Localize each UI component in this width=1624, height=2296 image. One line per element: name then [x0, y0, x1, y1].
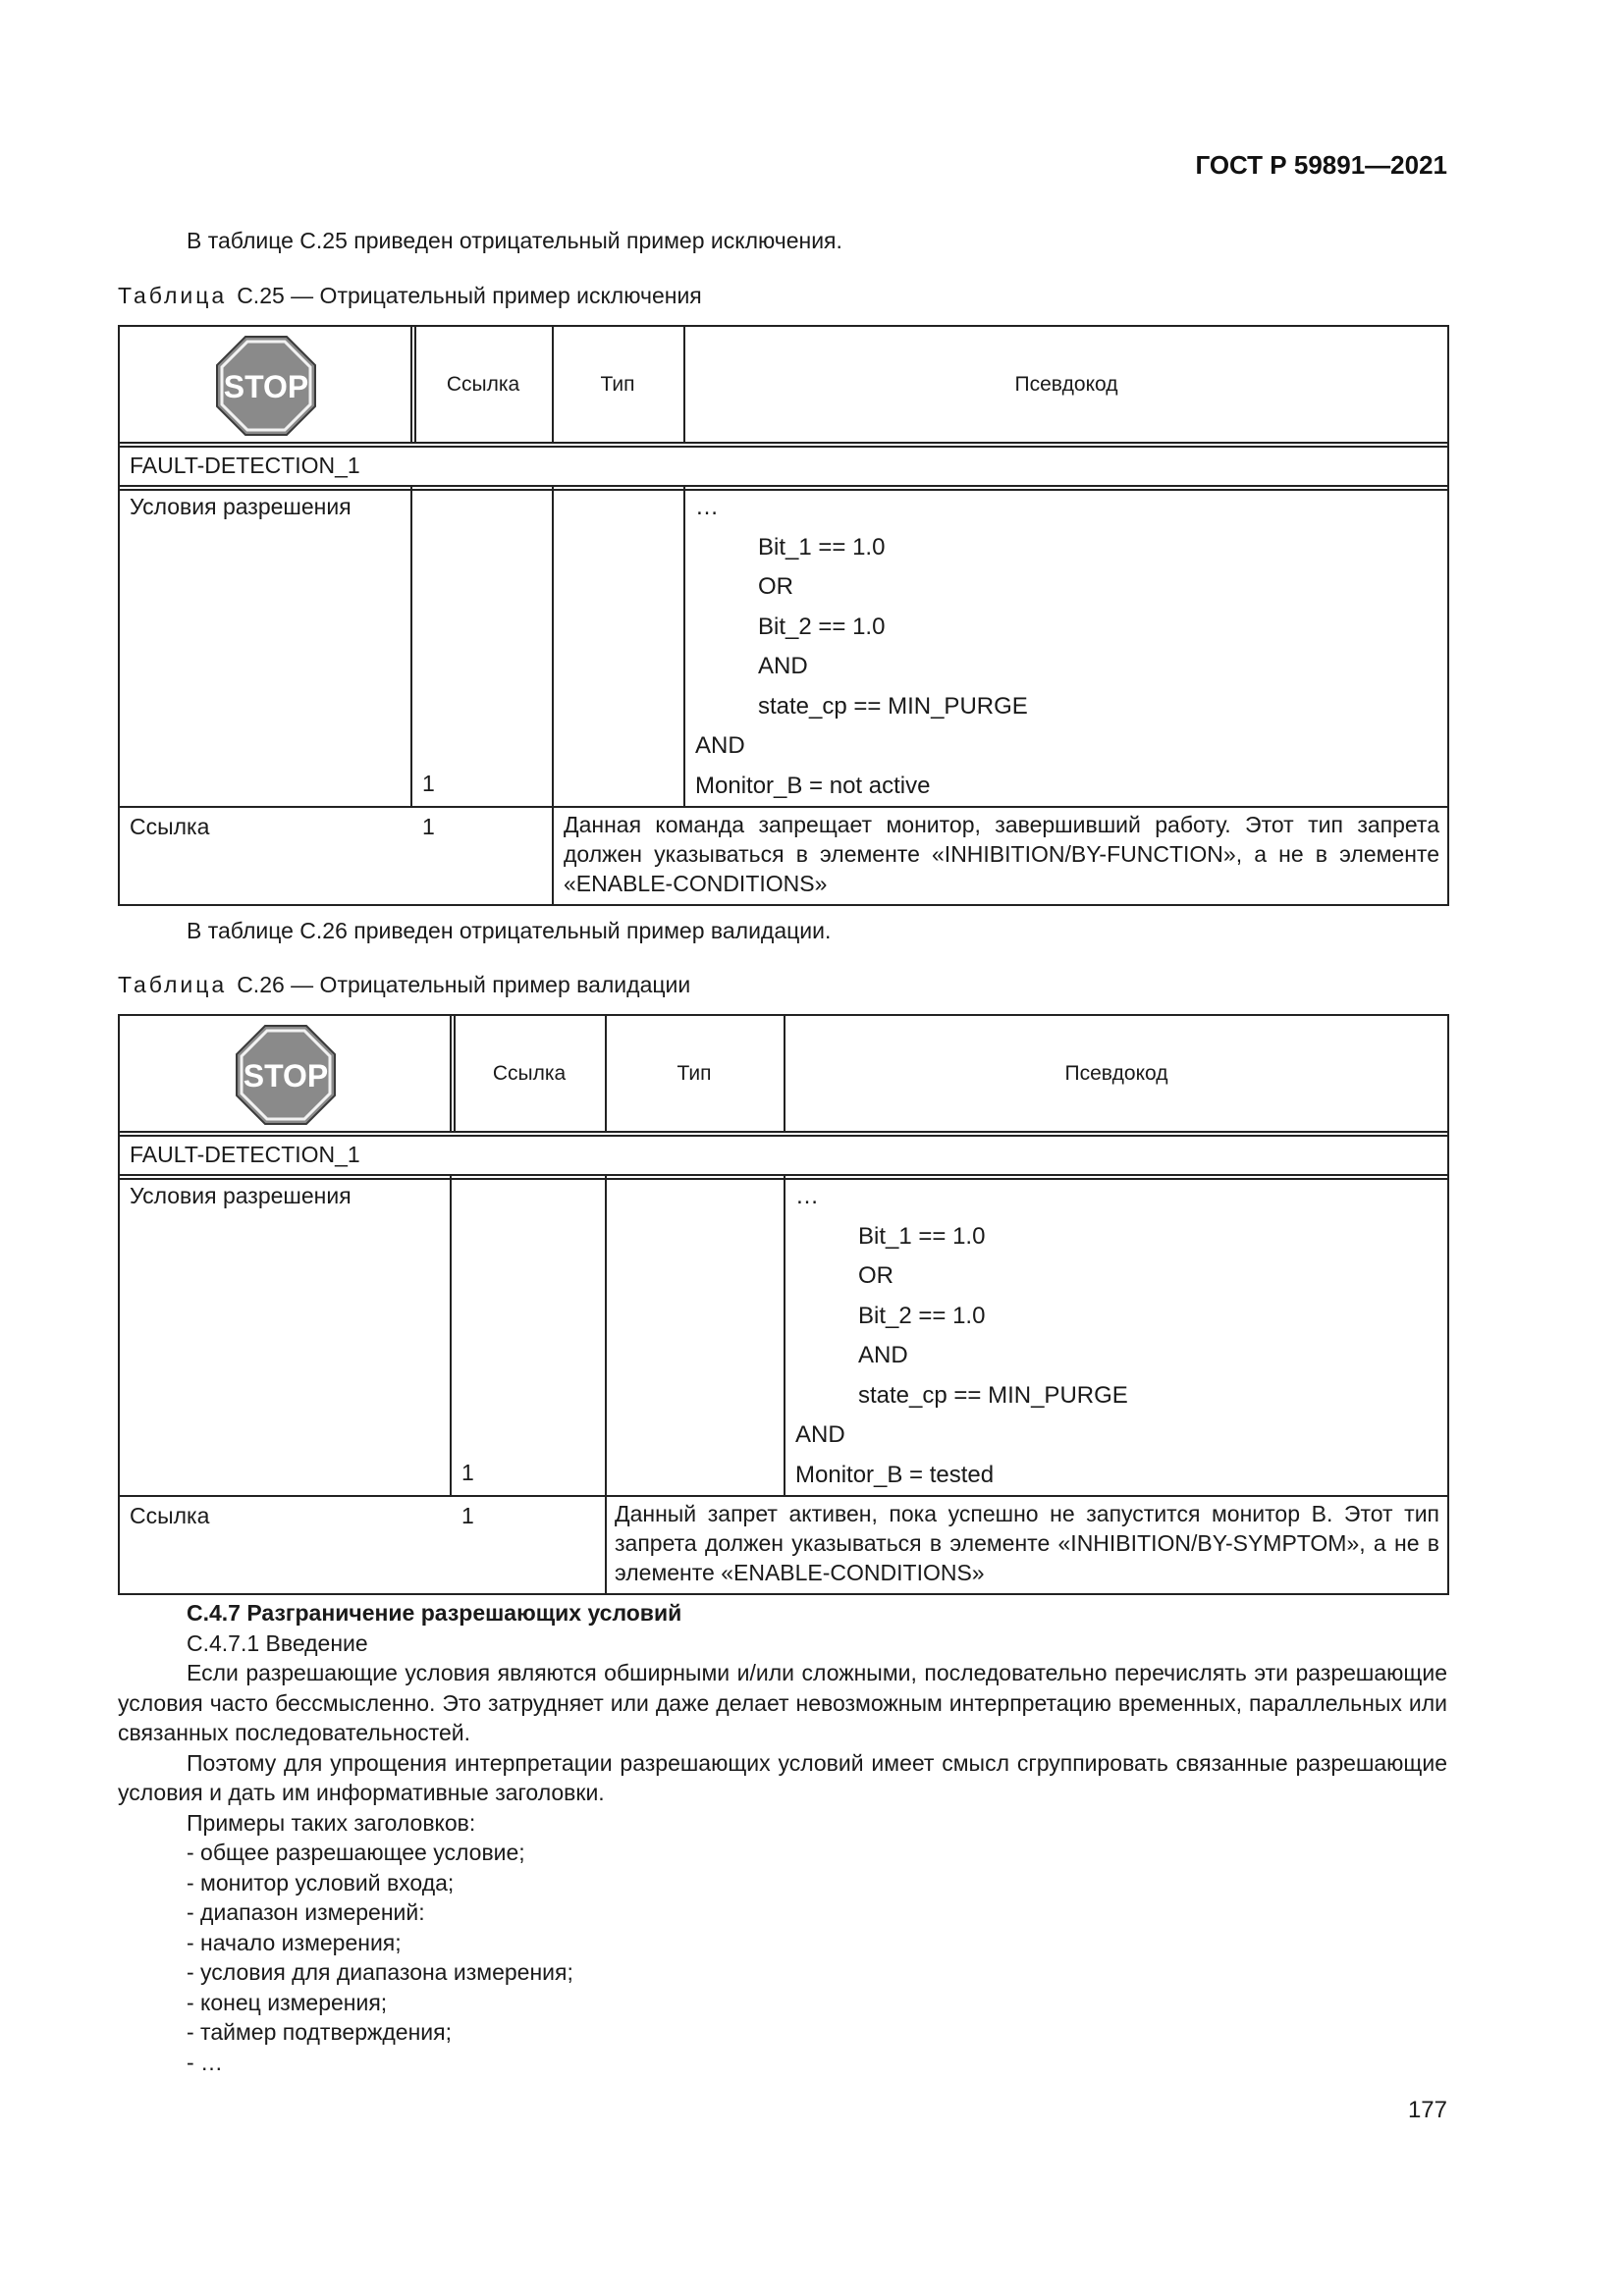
- code-line: Bit_2 == 1.0: [758, 613, 886, 640]
- document-header: ГОСТ Р 59891—2021: [1195, 150, 1447, 180]
- stop-sign-icon: [235, 1024, 337, 1131]
- code-line: Monitor_B = not active: [695, 772, 931, 799]
- stop-sign-icon: [215, 335, 317, 442]
- row-description: Данный запрет активен, пока успешно не запустится монитор B. Этот тип запрета должен указываться в элементе «INHIBITION/BY-SYMPTOM», а не в элементе «ENABLE-CONDITIONS»: [615, 1501, 1439, 1585]
- code-line: Monitor_B = tested: [795, 1461, 995, 1488]
- table-c26: [118, 1014, 1449, 1595]
- header-pseudocode: Псевдокод: [1064, 1062, 1168, 1085]
- section-body: [118, 1598, 1447, 2077]
- code-line: Bit_1 == 1.0: [858, 1222, 986, 1250]
- list-item: - конец измерения;: [187, 1989, 388, 2015]
- code-line: state_cp == MIN_PURGE: [758, 692, 1028, 720]
- row-ref-conditions: 1: [422, 771, 435, 796]
- svg-text:STOP: STOP: [223, 369, 309, 404]
- code-line: state_cp == MIN_PURGE: [858, 1381, 1128, 1409]
- list-item: - общее разрешающее условие;: [187, 1840, 525, 1865]
- row-ref-reference: 1: [461, 1503, 474, 1528]
- row-ref-conditions: 1: [461, 1460, 474, 1485]
- row-label-conditions: Условия разрешения: [130, 1183, 352, 1208]
- intro-c25: В таблице C.25 приведен отрицательный пример исключения.: [187, 228, 842, 253]
- header-type: Тип: [600, 373, 635, 396]
- code-line: AND: [858, 1342, 908, 1368]
- code-line: …: [795, 1183, 819, 1209]
- table-caption-c25: [118, 283, 702, 309]
- row-label-reference: Ссылка: [130, 1503, 210, 1528]
- caption-word: Таблица: [118, 283, 228, 308]
- code-line: AND: [758, 653, 808, 679]
- intro-c26: В таблице C.26 приведен отрицательный пример валидации.: [187, 918, 832, 943]
- code-line: OR: [858, 1262, 893, 1289]
- group-title: FAULT-DETECTION_1: [130, 453, 360, 478]
- caption-word: Таблица: [118, 972, 228, 997]
- row-label-reference: Ссылка: [130, 814, 210, 839]
- code-line: AND: [795, 1421, 845, 1448]
- list-intro: Примеры таких заголовков:: [187, 1809, 476, 1836]
- subsection-heading: C.4.7.1 Введение: [187, 1629, 368, 1656]
- group-title: FAULT-DETECTION_1: [130, 1142, 360, 1167]
- table-c25: [118, 325, 1449, 906]
- code-line: Bit_2 == 1.0: [858, 1302, 986, 1329]
- row-ref-reference: 1: [422, 814, 435, 839]
- code-line: OR: [758, 573, 793, 600]
- code-line: AND: [695, 732, 745, 759]
- page-number: 177: [1407, 2097, 1447, 2123]
- list-item: - монитор условий входа;: [187, 1869, 455, 1896]
- header-ref: Ссылка: [446, 373, 520, 396]
- row-description: Данная команда запрещает монитор, завершивший работу. Этот тип запрета должен указываться в элементе «INHIBITION/BY-FUNCTION», а не в элементе «ENABLE-CONDITIONS»: [564, 812, 1439, 896]
- table-caption-c26: [118, 972, 690, 998]
- pseudocode-block: [795, 1177, 1128, 1495]
- code-line: …: [695, 494, 719, 520]
- list-item: - …: [187, 2049, 224, 2075]
- list-item: - начало измерения;: [187, 1929, 402, 1955]
- list-item: - условия для диапазона измерения;: [187, 1959, 573, 1985]
- paragraph: Если разрешающие условия являются обширными и/или сложными, последовательно перечислять эти разрешающие условия часто бессмысленно. Это затрудняет или даже делает невозможным интерпретацию временных, параллельных или связанных последовательностей.: [118, 1660, 1447, 1745]
- pseudocode-block: [695, 488, 1028, 806]
- list-item: - таймер подтверждения;: [187, 2019, 452, 2045]
- svg-text:STOP: STOP: [243, 1058, 329, 1094]
- caption-text: C.25 — Отрицательный пример исключения: [237, 283, 702, 308]
- row-label-conditions: Условия разрешения: [130, 494, 352, 519]
- section-heading: C.4.7 Разграничение разрешающих условий: [187, 1600, 682, 1626]
- header-pseudocode: Псевдокод: [1014, 373, 1118, 396]
- caption-text: C.26 — Отрицательный пример валидации: [237, 972, 691, 997]
- header-type: Тип: [677, 1062, 712, 1085]
- paragraph: Поэтому для упрощения интерпретации разрешающих условий имеет смысл сгруппировать связанные разрешающие условия и дать им информативные заголовки.: [118, 1749, 1447, 1805]
- header-ref: Ссылка: [492, 1062, 567, 1085]
- code-line: Bit_1 == 1.0: [758, 533, 886, 561]
- list-item: - диапазон измерений:: [187, 1899, 425, 1925]
